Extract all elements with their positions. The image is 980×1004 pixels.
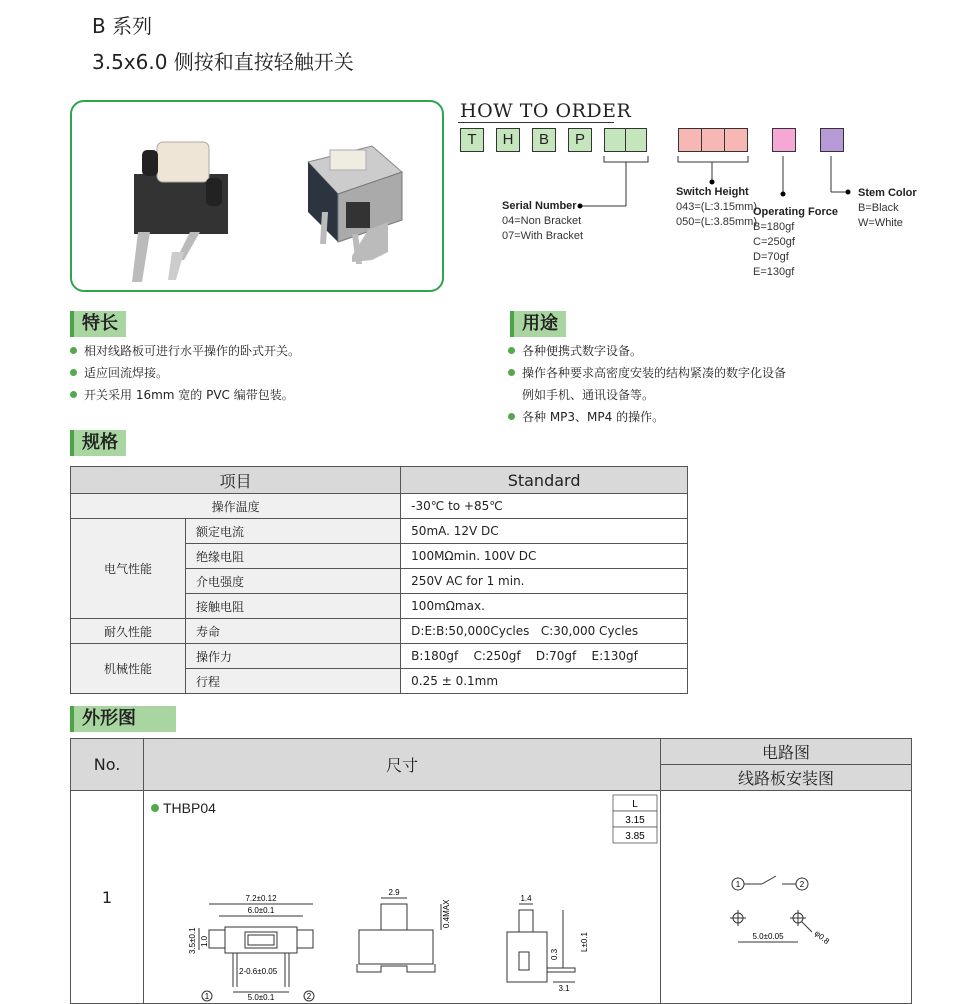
spec-value: 100mΩmax.	[401, 594, 688, 619]
stem-color-legend	[858, 186, 917, 231]
table-row	[71, 644, 688, 669]
switch-height-option: 050=(L:3.85mm)	[676, 216, 758, 228]
how-to-order-title: HOW TO ORDER	[460, 100, 632, 122]
spec-value: -30℃ to +85℃	[401, 494, 688, 519]
spec-value: D:E:B:50,000Cycles C:30,000 Cycles	[401, 619, 688, 644]
spec-label: 介电强度	[186, 569, 401, 594]
product-photo	[72, 102, 442, 290]
spec-value: 50mA. 12V DC	[401, 519, 688, 544]
product-subtitle: 3.5x6.0 侧按和直按轻触开关	[92, 50, 354, 74]
list-item: 各种便携式数字设备。	[508, 340, 786, 362]
code-box-p: P	[568, 128, 592, 152]
l-value: 3.85	[625, 831, 645, 842]
dim-label: 2.9	[388, 888, 400, 897]
list-item-continuation: 例如手机、通讯设备等。	[522, 388, 655, 402]
pin-label: 1	[735, 880, 741, 889]
dim-label: 5.0±0.05	[752, 932, 784, 941]
list-item: 开关采用 16mm 宽的 PVC 编带包装。	[70, 384, 300, 406]
circuit-drawings	[661, 791, 912, 1004]
pin-label: 1	[204, 992, 210, 1001]
dim-label: 1.4	[520, 894, 532, 903]
l-header: L	[632, 799, 638, 810]
dim-label: 6.0±0.1	[247, 906, 275, 915]
dimensions-table	[70, 738, 912, 1004]
spec-group: 电气性能	[71, 519, 186, 619]
table-row	[71, 519, 688, 544]
operating-force-legend	[753, 205, 838, 280]
profile-view-drawing	[507, 904, 575, 982]
dim-label: 7.2±0.12	[245, 894, 277, 903]
pin-label: 2	[799, 880, 805, 889]
dimensions-heading: 外形图	[74, 706, 176, 732]
operating-force-option: B=180gf	[753, 221, 795, 233]
spec-table	[70, 466, 688, 694]
dim-label: L±0.1	[580, 932, 589, 952]
operating-force-option: E=130gf	[753, 266, 795, 278]
dim-label: 3.5±0.1	[188, 927, 197, 954]
model-name: THBP04	[163, 800, 216, 816]
product-photo-frame	[70, 100, 444, 292]
applications-list	[508, 340, 786, 428]
col-circuit: 电路图	[661, 739, 912, 765]
col-pcb: 线路板安装图	[661, 765, 912, 791]
applications-heading: 用途	[514, 311, 566, 337]
switch-height-legend	[676, 185, 757, 230]
serial-number-option: 07=With Bracket	[502, 230, 584, 242]
serial-slot-2	[625, 128, 647, 152]
switch-photo-straight	[132, 142, 228, 282]
list-item: 相对线路板可进行水平操作的卧式开关。	[70, 340, 300, 362]
col-size: 尺寸	[144, 739, 661, 791]
features-heading: 特长	[74, 311, 126, 337]
pin-label: 2	[306, 992, 312, 1001]
switch-height-option: 043=(L:3.15mm)	[676, 201, 758, 213]
operating-force-option: C=250gf	[753, 236, 795, 248]
serial-number-option: 04=Non Bracket	[502, 215, 582, 227]
col-no: No.	[71, 739, 144, 791]
force-slot	[772, 128, 796, 152]
operating-force-option: D=70gf	[753, 251, 789, 263]
color-slot	[820, 128, 844, 152]
spec-label: 接触电阻	[186, 594, 401, 619]
dim-label: 3.1	[558, 984, 570, 993]
dim-label: 1.0	[200, 935, 209, 947]
features-list	[70, 340, 300, 406]
stem-color-option: B=Black	[858, 202, 899, 214]
model-bullet	[151, 804, 159, 812]
list-item: 各种 MP3、MP4 的操作。	[508, 406, 786, 428]
list-item: 操作各种要求高密度安装的结构紧凑的数字化设备	[508, 362, 786, 384]
spec-heading: 规格	[74, 430, 126, 456]
serial-number-title: Serial Number	[502, 200, 577, 212]
code-box-h: H	[496, 128, 520, 152]
dim-label: 2-0.6±0.05	[239, 967, 278, 976]
spec-label: 寿命	[186, 619, 401, 644]
operating-force-title: Operating Force	[753, 206, 838, 218]
serial-number-legend	[502, 199, 583, 244]
l-value: 3.15	[625, 815, 645, 826]
spec-label: 绝缘电阻	[186, 544, 401, 569]
serial-slot-1	[604, 128, 626, 152]
switch-height-title: Switch Height	[676, 186, 749, 198]
spec-value: B:180gf C:250gf D:70gf E:130gf	[401, 644, 688, 669]
spec-label: 行程	[186, 669, 401, 694]
spec-value: 100MΩmin. 100V DC	[401, 544, 688, 569]
how-to-order-underline	[458, 122, 614, 123]
series-title: B 系列	[92, 14, 153, 38]
row-number: 1	[71, 791, 144, 1004]
table-row	[71, 619, 688, 644]
spec-header-item: 项目	[71, 467, 401, 494]
dim-label: φ0.8	[812, 928, 831, 947]
circuit-diagram	[732, 876, 808, 890]
front-view-drawing	[199, 904, 313, 992]
stem-color-title: Stem Color	[858, 187, 917, 199]
height-slot-2	[701, 128, 725, 152]
spec-group: 机械性能	[71, 644, 186, 694]
height-slot-1	[678, 128, 702, 152]
dimension-drawings	[144, 791, 661, 1004]
dim-label: 0.3	[550, 948, 559, 960]
spec-label: 额定电流	[186, 519, 401, 544]
stem-color-option: W=White	[858, 217, 903, 229]
list-item: 适应回流焊接。	[70, 362, 300, 384]
code-box-t: T	[460, 128, 484, 152]
spec-value: 250V AC for 1 min.	[401, 569, 688, 594]
spec-label: 操作温度	[71, 494, 401, 519]
dim-label: 0.4MAX	[442, 899, 451, 928]
switch-photo-side	[308, 146, 402, 264]
table-row	[71, 494, 688, 519]
spec-group: 耐久性能	[71, 619, 186, 644]
spec-header-standard: Standard	[401, 467, 688, 494]
dim-label: 5.0±0.1	[247, 993, 275, 1002]
side-view-drawing	[357, 898, 441, 972]
height-slot-3	[724, 128, 748, 152]
spec-label: 操作力	[186, 644, 401, 669]
code-box-b: B	[532, 128, 556, 152]
spec-value: 0.25 ± 0.1mm	[401, 669, 688, 694]
